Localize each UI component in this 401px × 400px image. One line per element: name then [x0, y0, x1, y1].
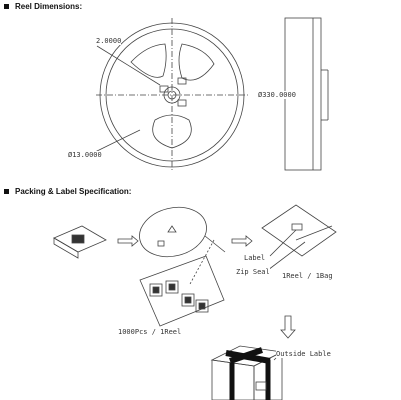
reel-mark: [168, 226, 176, 232]
arrow-down-icon: [281, 316, 295, 338]
arrow-right-icon: [118, 236, 138, 246]
outside-label-leader: [274, 358, 276, 360]
zip-seal-line: [296, 226, 332, 240]
zip-seal-callout: Zip Seal: [236, 268, 270, 276]
arrow-right-icon: [232, 236, 252, 246]
reel-bag-text: 1Reel / 1Bag: [282, 272, 333, 280]
reel-label-tag: [158, 241, 164, 246]
outer-diameter-label: Ø330.0000: [258, 91, 296, 99]
hub-slot: [178, 100, 186, 106]
outside-label-sticker: [256, 382, 266, 390]
bag-label: [292, 224, 302, 230]
component-chip: [72, 235, 84, 243]
quantity-text: 1000Pcs / 1Reel: [118, 328, 182, 336]
reel-window-1: [131, 44, 166, 77]
packing-diagram: [54, 200, 336, 400]
tape-component: [185, 297, 191, 303]
moisture-bag: [262, 205, 336, 256]
inner-diameter-label: Ø13.0000: [68, 151, 102, 159]
carrier-tape-lead: [205, 236, 225, 252]
reel-dimensions-title: Reel Dimensions:: [15, 2, 83, 11]
hub-dimension-label: 2.0000: [96, 37, 122, 45]
zip-seal-leader: [268, 242, 305, 270]
tape-component: [169, 284, 175, 290]
label-callout: Label: [244, 254, 266, 262]
tape-leader-dashed: [190, 240, 214, 284]
tape-component: [153, 287, 159, 293]
reel-window-2: [179, 44, 214, 80]
tape-component: [199, 303, 205, 309]
outside-label-callout: Outside Lable: [276, 350, 331, 358]
packing-label-title: Packing & Label Specification:: [15, 187, 132, 196]
